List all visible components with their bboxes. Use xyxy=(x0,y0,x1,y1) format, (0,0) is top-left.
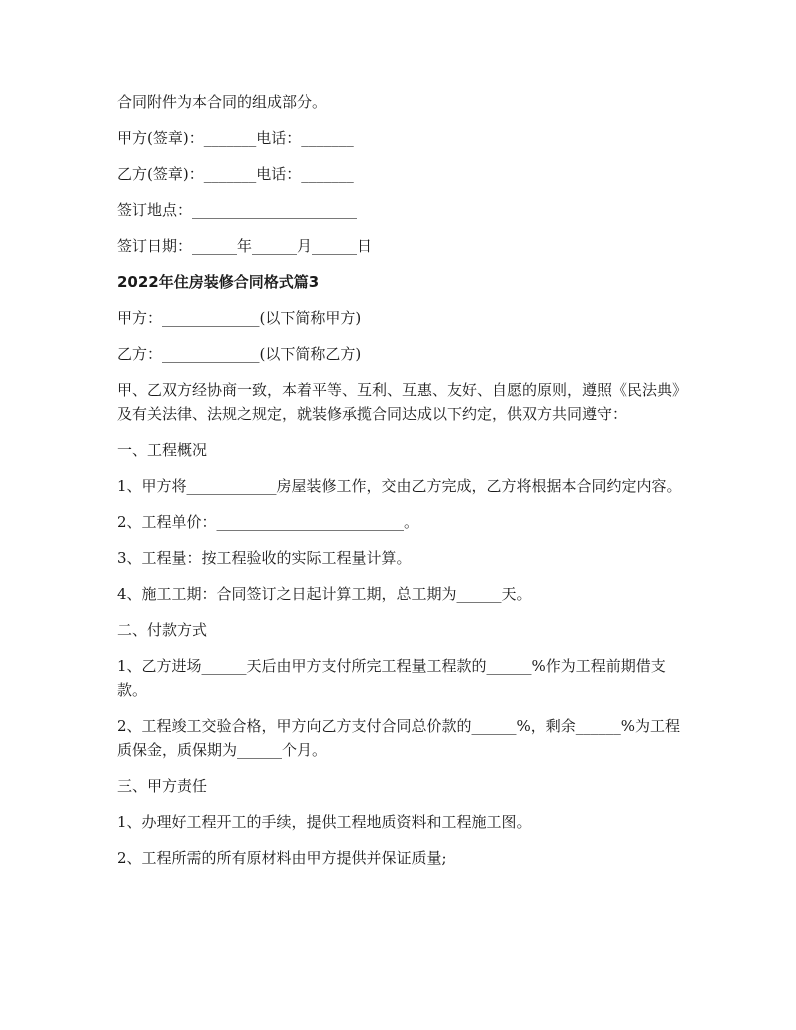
paragraph-party-a-signature: 甲方(签章)：_______电话：_______ xyxy=(117,129,354,147)
paragraph-party-b-signature: 乙方(签章)：_______电话：_______ xyxy=(117,165,354,183)
paragraph-payment-item-1: 1、乙方进场______天后由甲方支付所完工程量工程款的______%作为工程前期借支款。 xyxy=(117,657,666,699)
paragraph-preamble: 甲、乙双方经协商一致，本着平等、互利、互惠、友好、自愿的原则，遵照《民法典》及有关法律、法规之规定，就装修承揽合同达成以下约定，供双方共同遵守： xyxy=(117,381,688,423)
paragraph-responsibility-item-2: 2、工程所需的所有原材料由甲方提供并保证质量; xyxy=(117,849,447,867)
paragraph-overview-item-4: 4、施工工期：合同签订之日起计算工期，总工期为______天。 xyxy=(117,585,532,603)
paragraph-party-a: 甲方：_____________(以下简称甲方) xyxy=(117,309,362,327)
paragraph-overview-item-2: 2、工程单价：_________________________。 xyxy=(117,513,420,531)
paragraph-payment-item-2: 2、工程竣工交验合格，甲方向乙方支付合同总价款的______%，剩余______%为工程质保金，质保期为______个月。 xyxy=(117,717,681,759)
subheading-project-overview: 一、工程概况 xyxy=(117,441,208,459)
paragraph-attachment-clause: 合同附件为本合同的组成部分。 xyxy=(117,93,328,111)
paragraph-overview-item-1: 1、甲方将____________房屋装修工作，交由乙方完成，乙方将根据本合同约定内容。 xyxy=(117,477,682,495)
paragraph-responsibility-item-1: 1、办理好工程开工的手续，提供工程地质资料和工程施工图。 xyxy=(117,813,532,831)
paragraph-party-b: 乙方：_____________(以下简称乙方) xyxy=(117,345,362,363)
subheading-party-a-responsibility: 三、甲方责任 xyxy=(117,777,208,795)
section-title: 2022年住房装修合同格式篇3 xyxy=(117,273,320,291)
paragraph-signing-date: 签订日期：______年______月______日 xyxy=(117,237,373,255)
paragraph-overview-item-3: 3、工程量：按工程验收的实际工程量计算。 xyxy=(117,549,412,567)
subheading-payment-method: 二、付款方式 xyxy=(117,621,208,639)
paragraph-signing-place: 签订地点：______________________ xyxy=(117,201,358,219)
document-page xyxy=(117,90,687,882)
